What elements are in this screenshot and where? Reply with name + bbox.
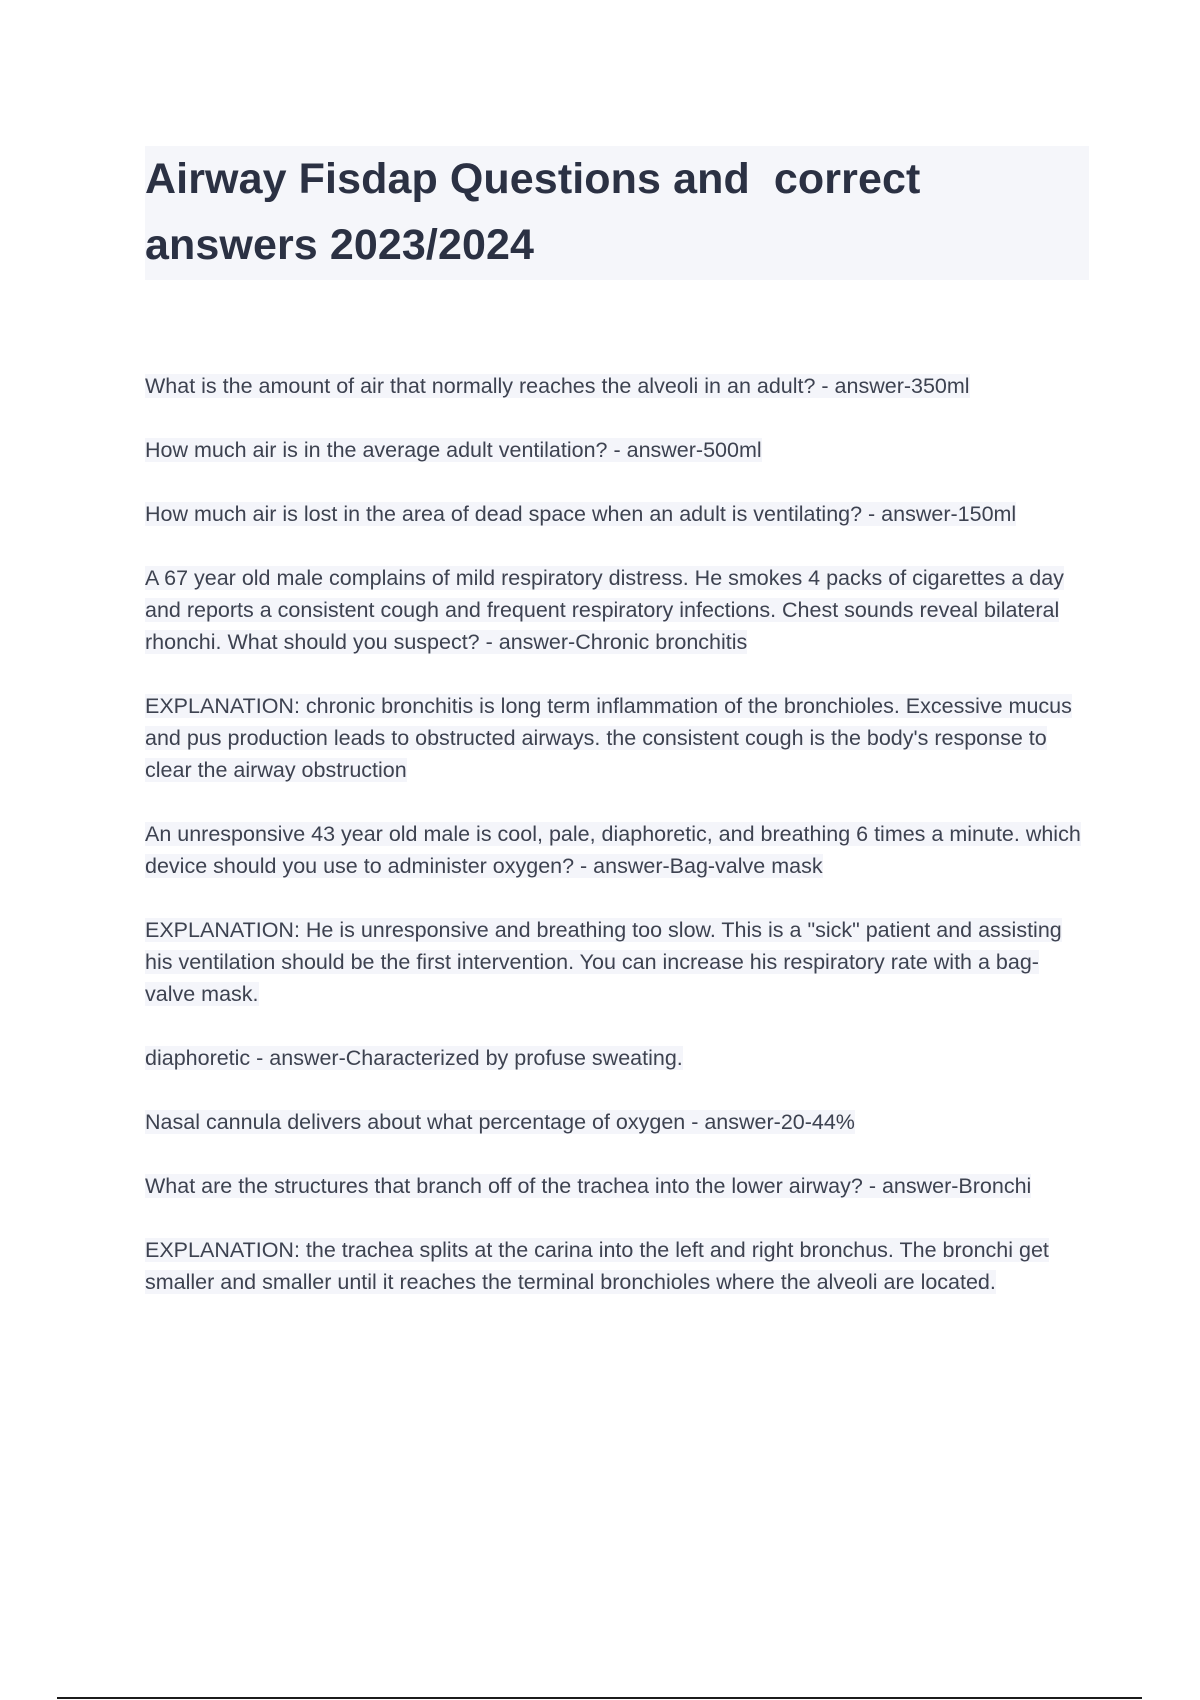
explanation-text: EXPLANATION: He is unresponsive and breathing too slow. This is a "sick" patient and assisting his ventilation should be the first intervention. You can increase his respiratory rate with a bag-valve mask. bbox=[145, 918, 1062, 1006]
qa-entry bbox=[145, 434, 1089, 466]
explanation-entry bbox=[145, 690, 1089, 786]
document-title: Airway Fisdap Questions and correct answers 2023/2024 bbox=[145, 155, 933, 269]
explanation-text: EXPLANATION: the trachea splits at the carina into the left and right bronchus. The bronchi get smaller and smaller until it reaches the terminal bronchioles where the alveoli are located. bbox=[145, 1238, 1049, 1294]
qa-entry bbox=[145, 1042, 1089, 1074]
qa-text: How much air is in the average adult ventilation? - answer-500ml bbox=[145, 438, 762, 462]
qa-text: Nasal cannula delivers about what percentage of oxygen - answer-20-44% bbox=[145, 1110, 855, 1134]
qa-entry bbox=[145, 1170, 1089, 1202]
qa-text: What is the amount of air that normally reaches the alveoli in an adult? - answer-350ml bbox=[145, 374, 970, 398]
qa-entry bbox=[145, 370, 1089, 402]
qa-entry bbox=[145, 1106, 1089, 1138]
qa-text: What are the structures that branch off of the trachea into the lower airway? - answer-Bronchi bbox=[145, 1174, 1032, 1198]
explanation-text: EXPLANATION: chronic bronchitis is long term inflammation of the bronchioles. Excessive mucus and pus production leads to obstructed airways. the consistent cough is the body's response to clear the airway obstruction bbox=[145, 694, 1072, 782]
qa-text: A 67 year old male complains of mild respiratory distress. He smokes 4 packs of cigarettes a day and reports a consistent cough and frequent respiratory infections. Chest sounds reveal bilateral rhonchi. What should you suspect? - answer-Chronic bronchitis bbox=[145, 566, 1064, 654]
qa-text: An unresponsive 43 year old male is cool, pale, diaphoretic, and breathing 6 times a minute. which device should you use to administer oxygen? - answer-Bag-valve mask bbox=[145, 822, 1081, 878]
footer-divider bbox=[57, 1697, 1142, 1699]
qa-entry bbox=[145, 498, 1089, 530]
explanation-entry bbox=[145, 914, 1089, 1010]
qa-list bbox=[145, 370, 1089, 1330]
title-block bbox=[145, 146, 1089, 280]
qa-text: diaphoretic - answer-Characterized by profuse sweating. bbox=[145, 1046, 683, 1070]
qa-text: How much air is lost in the area of dead space when an adult is ventilating? - answer-150ml bbox=[145, 502, 1017, 526]
qa-entry bbox=[145, 818, 1089, 882]
qa-entry bbox=[145, 562, 1089, 658]
explanation-entry bbox=[145, 1234, 1089, 1298]
